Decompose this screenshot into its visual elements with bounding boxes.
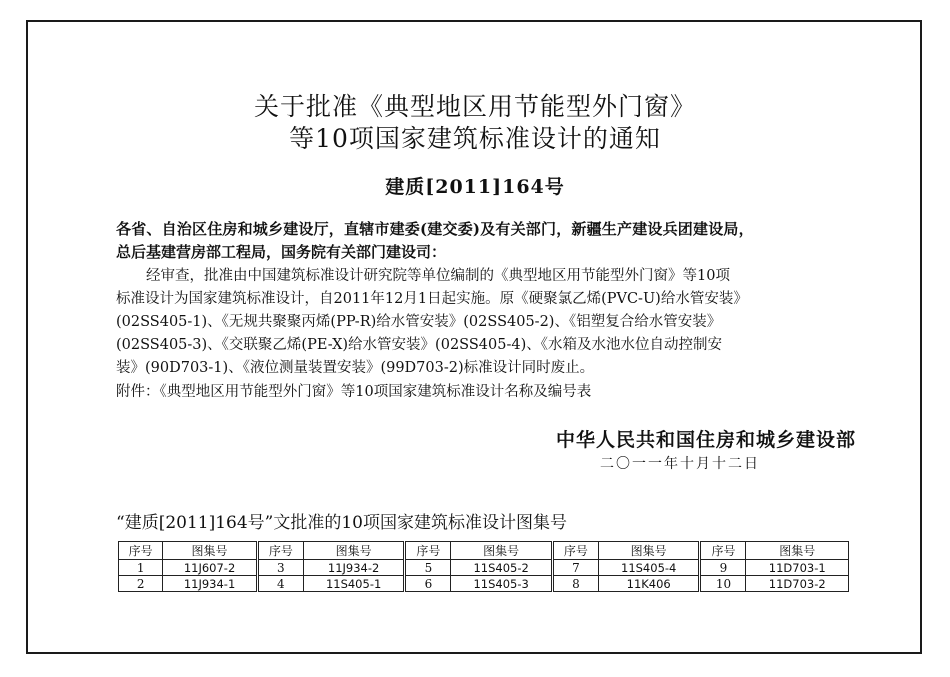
body-line-2: 标准设计为国家建筑标准设计，自2011年12月1日起实施。原《硬聚氯乙烯(PVC-U)给水管安装》: [116, 291, 748, 307]
cell-seq: 3: [257, 560, 303, 576]
document-number: 建质[2011]164号: [385, 176, 565, 198]
cell-code: 11J934-1: [163, 576, 258, 592]
cell-code: 11J607-2: [163, 560, 258, 576]
cell-code: 11D703-1: [746, 560, 849, 576]
body-line-5: 装》(90D703-1)、《液位测量装置安装》(99D703-2)标准设计同时废止。: [116, 360, 595, 376]
cell-seq: 1: [119, 560, 163, 576]
cell-code: 11J934-2: [303, 560, 405, 576]
header-code: 图集号: [451, 542, 553, 560]
cell-code: 11S405-4: [598, 560, 700, 576]
cell-seq: 2: [119, 576, 163, 592]
cell-seq: 8: [552, 576, 598, 592]
header-code: 图集号: [598, 542, 700, 560]
cell-seq: 9: [700, 560, 746, 576]
addressee-line-1: 各省、自治区住房和城乡建设厅，直辖市建委(建交委)及有关部门，新疆生产建设兵团建设局，: [116, 220, 754, 238]
cell-code: 11D703-2: [746, 576, 849, 592]
cell-code: 11S405-1: [303, 576, 405, 592]
cell-code: 11S405-2: [451, 560, 553, 576]
atlas-number-table: [118, 541, 849, 592]
addressee-line-2: 总后基建营房部工程局，国务院有关部门建设司：: [116, 243, 447, 261]
header-seq: 序号: [700, 542, 746, 560]
body-line-4: (02SS405-3)、《交联聚乙烯(PE-X)给水管安装》(02SS405-4)、《水箱及水池水位自动控制安: [116, 337, 722, 353]
cell-seq: 10: [700, 576, 746, 592]
header-code: 图集号: [746, 542, 849, 560]
notice-title-line-2: 等10项国家建筑标准设计的通知: [289, 124, 661, 153]
issue-date: 二〇一一年十月十二日: [600, 456, 760, 472]
table-row: [119, 576, 849, 592]
header-code: 图集号: [303, 542, 405, 560]
cell-seq: 5: [405, 560, 451, 576]
header-seq: 序号: [405, 542, 451, 560]
header-code: 图集号: [163, 542, 258, 560]
cell-seq: 6: [405, 576, 451, 592]
cell-seq: 4: [257, 576, 303, 592]
table-caption: “建质[2011]164号”文批准的10项国家建筑标准设计图集号: [116, 513, 567, 533]
body-line-1: 经审查，批准由中国建筑标准设计研究院等单位编制的《典型地区用节能型外门窗》等10项: [146, 268, 730, 284]
cell-seq: 7: [552, 560, 598, 576]
header-seq: 序号: [257, 542, 303, 560]
issuer-signature: 中华人民共和国住房和城乡建设部: [555, 429, 856, 451]
table-header-row: [119, 542, 849, 560]
notice-title-line-1: 关于批准《典型地区用节能型外门窗》: [253, 92, 696, 121]
cell-code: 11K406: [598, 576, 700, 592]
table-row: [119, 560, 849, 576]
body-line-3: (02SS405-1)、《无规共聚聚丙烯(PP-R)给水管安装》(02SS405-2)、《铝塑复合给水管安装》: [116, 314, 722, 330]
attachment-line: 附件：《典型地区用节能型外门窗》等10项国家建筑标准设计名称及编号表: [116, 384, 592, 400]
header-seq: 序号: [552, 542, 598, 560]
header-seq: 序号: [119, 542, 163, 560]
cell-code: 11S405-3: [451, 576, 553, 592]
